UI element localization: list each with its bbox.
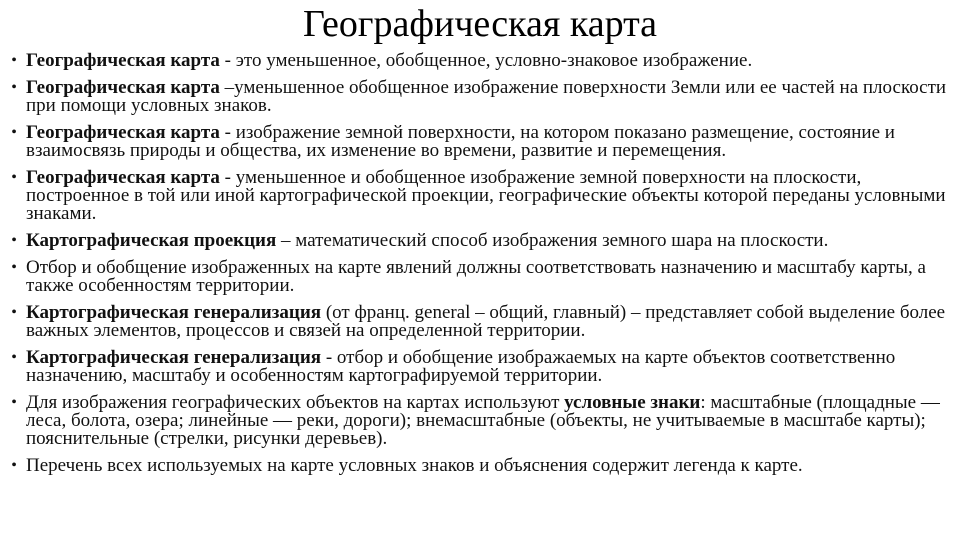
definition-text: : масштабные (площадные — леса, болота, озера; линейные — реки, дороги); внемасштабные (объекты, не учитываемые в масштабе карты); пояснительные (стрелки, рисунки деревьев). xyxy=(26,392,940,449)
list-item xyxy=(8,394,954,448)
definition-text: Перечень всех используемых на карте условных знаков и объяснения содержит легенда к карте. xyxy=(26,455,803,476)
definition-text: (от франц. general – общий, главный) – представляет собой выделение более важных элементов, процессов и связей на определенной территории. xyxy=(26,302,946,341)
bullet-icon: • xyxy=(11,304,17,321)
term-label: Географическая карта xyxy=(26,77,220,98)
bullet-list xyxy=(8,52,954,484)
term-label: Картографическая генерализация xyxy=(26,302,322,323)
term-label: Географическая карта xyxy=(26,50,220,71)
bullet-icon: • xyxy=(11,52,17,69)
list-item xyxy=(8,349,954,385)
definition-text: –уменьшенное обобщенное изображение поверхности Земли или ее частей на плоскости при помощи условных знаков. xyxy=(26,77,947,116)
list-item xyxy=(8,457,954,475)
term-label: условные знаки xyxy=(564,392,701,413)
term-label: Картографическая проекция xyxy=(26,230,277,251)
definition-text: - это уменьшенное, обобщенное, условно-знаковое изображение. xyxy=(219,50,753,71)
list-item xyxy=(8,169,954,223)
term-label: Картографическая генерализация xyxy=(26,347,322,368)
list-item xyxy=(8,124,954,160)
bullet-icon: • xyxy=(11,394,17,411)
bullet-icon: • xyxy=(11,457,17,474)
slide-title: Географическая карта xyxy=(302,3,658,45)
definition-text: - изображение земной поверхности, на котором показано размещение, состояние и взаимосвязь природы и общества, их изменение во времени, развитие и перемещения. xyxy=(26,122,895,161)
definition-text: - уменьшенное и обобщенное изображение земной поверхности на плоскости, построенное в той или иной картографической проекции, географические объекты которой переданы условными знаками. xyxy=(26,167,946,224)
bullet-icon: • xyxy=(11,232,17,249)
list-item xyxy=(8,79,954,115)
bullet-icon: • xyxy=(11,124,17,141)
definition-text-before: Для изображения географических объектов на картах используют xyxy=(26,392,565,413)
list-item xyxy=(8,52,954,70)
list-item xyxy=(8,259,954,295)
term-label: Географическая карта xyxy=(26,122,220,143)
definition-text: – математический способ изображения земного шара на плоскости. xyxy=(276,230,829,251)
list-item xyxy=(8,232,954,250)
bullet-icon: • xyxy=(11,349,17,366)
definition-text: Отбор и обобщение изображенных на карте явлений должны соответствовать назначению и масштабу карты, а также особенностям территории. xyxy=(26,257,926,296)
definition-text: - отбор и обобщение изображаемых на карте объектов соответственно назначению, масштабу и особенностям картографируемой территории. xyxy=(26,347,896,386)
bullet-icon: • xyxy=(11,169,17,186)
bullet-icon: • xyxy=(11,259,17,276)
list-item xyxy=(8,304,954,340)
bullet-icon: • xyxy=(11,79,17,96)
term-label: Географическая карта xyxy=(26,167,220,188)
